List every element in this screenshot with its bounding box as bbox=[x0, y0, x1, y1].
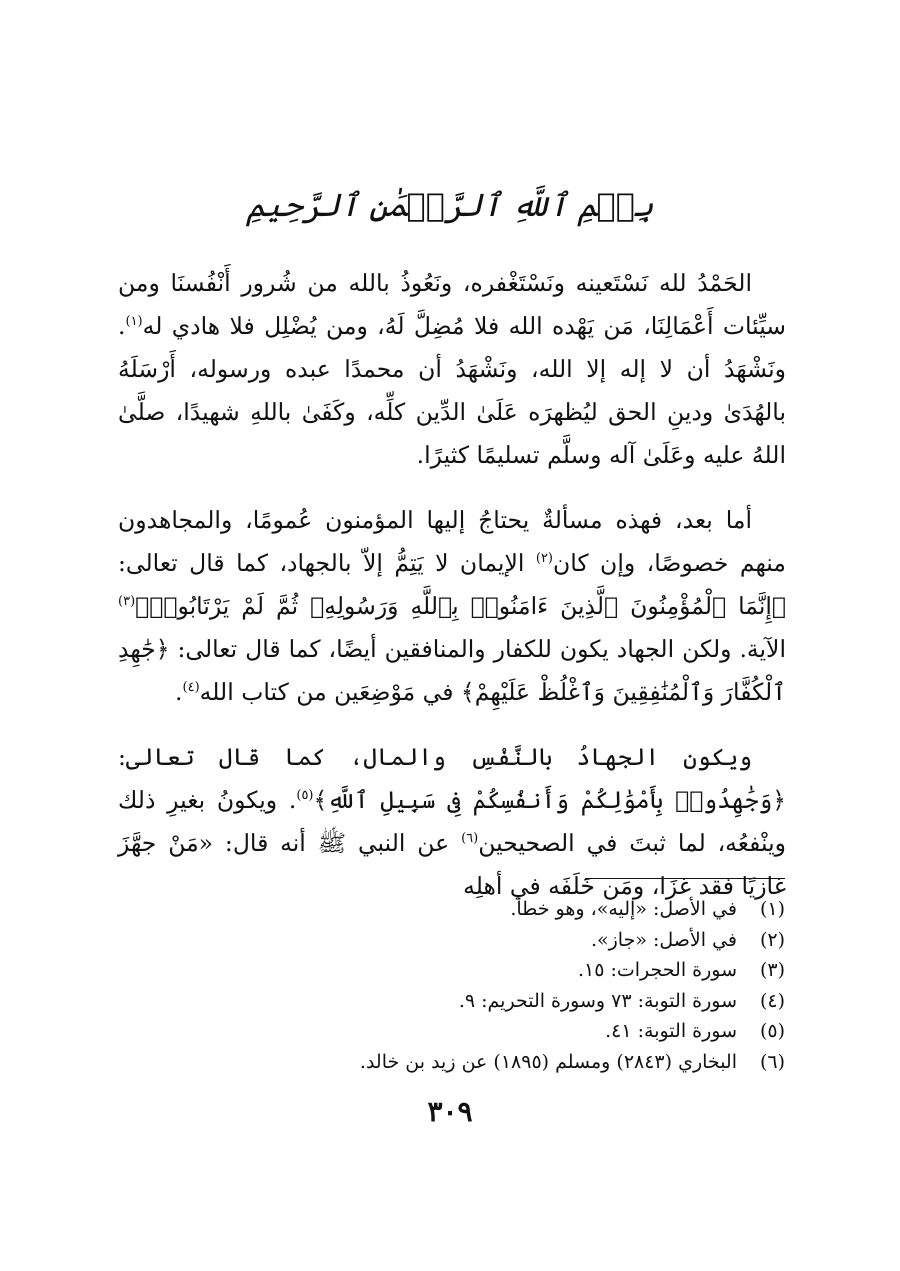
footnote-item bbox=[240, 1016, 785, 1047]
footnotes-list bbox=[240, 894, 785, 1077]
footnote-marker-2: (٢) bbox=[535, 551, 553, 567]
footnote-item bbox=[240, 986, 785, 1017]
footnote-text: سورة التوبة: ٧٣ وسورة التحريم: ٩. bbox=[458, 989, 737, 1012]
footnote-text: سورة الحجرات: ١٥. bbox=[577, 959, 737, 981]
footnote-number: (٢) bbox=[759, 928, 785, 951]
footnote-text: البخاري (٢٨٤٣) ومسلم (١٨٩٥) عن زيد بن خالد. bbox=[359, 1050, 737, 1073]
footnote-marker-4: (٤) bbox=[182, 680, 200, 696]
footnote-number: (٥) bbox=[759, 1020, 785, 1042]
paragraph-text: أما بعد، فهذه مسألةٌ يحتاجُ إليها المؤمنون عُمومًا، والمجاهدون منهم خصوصًا، وإن كان bbox=[118, 506, 786, 577]
footnote-marker-5: (٥) bbox=[296, 788, 314, 804]
paragraph-text: الإيمان لا يَتِمُّ إلاّ بالجهاد، كما قال تعالى: ﴿إِنَّمَا ٱلْمُؤْمِنُونَ ٱلَّذِينَ ءَامَنُوا۟ بِٱللَّهِ وَرَسُولِهِۦ ثُمَّ لَمْ يَرْتَابُوا۟﴾ bbox=[118, 549, 786, 620]
footnote-item bbox=[240, 1047, 785, 1078]
footnote-divider bbox=[585, 878, 785, 879]
footnote-text: سورة التوبة: ٤١. bbox=[605, 1020, 737, 1042]
footnote-item bbox=[240, 925, 785, 956]
paragraph-jihad-wealth bbox=[118, 736, 786, 908]
paragraph-text: ويكون الجهادُ بالنَّفْسِ والمال، كما قال تعالى: ﴿وَجَٰهِدُوا۟ بِأَمْوَٰلِكُمْ وَأَنفُسِكُمْ فِى سَبِيلِ ٱللَّهِ﴾ bbox=[118, 743, 786, 814]
paragraph-text: عن النبي ﷺ أنه قال: «مَنْ جهَّزَ غازيًا فقد غزَا، ومَن خَلَفَه في أهلِه bbox=[118, 829, 786, 900]
footnote-text: في الأصل: «جاز». bbox=[590, 928, 737, 951]
footnote-text: في الأصل: «إليه»، وهو خطأ. bbox=[510, 898, 737, 920]
paragraph-text: . ويكونُ بغيرِ ذلك وينْفعُه، لما ثبتَ في الصحيحين bbox=[118, 786, 786, 857]
footnote-marker-6: (٦) bbox=[461, 831, 479, 847]
footnote-number: (٣) bbox=[759, 959, 785, 981]
paragraph-jihad-faith bbox=[118, 499, 786, 714]
footnote-marker-3: (٣) bbox=[118, 594, 136, 610]
main-text bbox=[118, 262, 786, 930]
basmala-heading: بِسۡمِ ٱللَّهِ ٱلرَّحۡمَٰنِ ٱلرَّحِيمِ bbox=[246, 186, 654, 224]
footnote-item bbox=[240, 894, 785, 925]
footnote-number: (٦) bbox=[759, 1050, 785, 1073]
paragraph-text: . ونَشْهَدُ أن لا إله إلا الله، ونَشْهَدُ أن محمدًا عبده ورسوله، أَرْسَلَهُ بالهُدَىٰ ودينِ الحق ليُظهرَه عَلَىٰ الدِّين كلِّه، وكَفَىٰ باللهِ شهيدًا، صلَّىٰ اللهُ عليه وعَلَىٰ آله وسلَّم تسليمًا كثيرًا. bbox=[118, 312, 786, 469]
paragraph-text: الحَمْدُ لله نَسْتَعينه ونَسْتَغْفره، ونَعُوذُ بالله من شُرور أَنْفُسنَا ومن سيِّئات أَعْمَالِنَا، مَن يَهْده الله فلا مُضِلَّ لَهُ، ومن يُضْلِل فلا هادي له bbox=[118, 269, 786, 340]
paragraph-opening-praise bbox=[118, 262, 786, 477]
footnote-number: (١) bbox=[759, 898, 785, 920]
footnote-number: (٤) bbox=[759, 989, 785, 1012]
footnote-marker-1: (١) bbox=[125, 314, 143, 330]
page-number: ٣٠٩ bbox=[427, 1095, 473, 1128]
paragraph-text: . bbox=[175, 678, 183, 706]
paragraph-text: الآية. ولكن الجهاد يكون للكفار والمنافقين أيضًا، كما قال تعالى: ﴿جَٰهِدِ ٱلْكُفَّارَ وَٱلْمُنَٰفِقِينَ وَٱغْلُظْ عَلَيْهِمْ﴾ في مَوْضِعَين من كتاب الله bbox=[118, 635, 786, 706]
footnote-item bbox=[240, 955, 785, 986]
